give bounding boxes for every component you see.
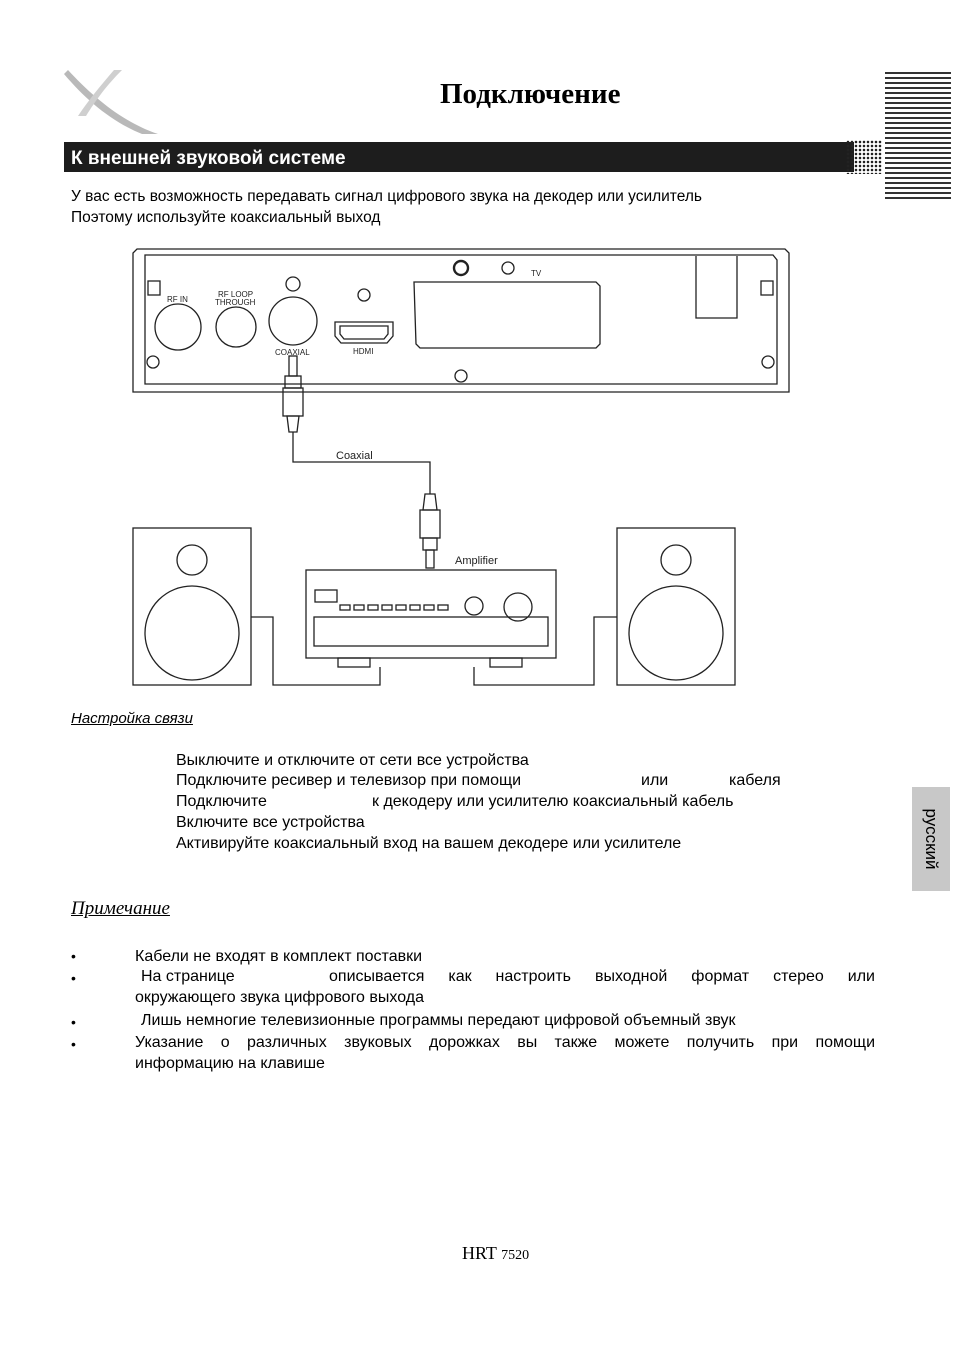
speaker-wire-left	[251, 617, 380, 685]
rf-loop-label: RF LOOP	[218, 290, 254, 299]
coaxial-cable	[293, 432, 430, 494]
coaxial-cable-label: Coaxial	[336, 450, 373, 462]
footer-model-name: HRT	[462, 1243, 497, 1263]
bullet-icon: •	[71, 948, 76, 964]
intro-line: Поэтому используйте коаксиальный выход	[71, 209, 381, 226]
step-3: Подключите	[176, 793, 267, 810]
note-item-2-rest: описывается как настроить выходной формат стерео или	[329, 968, 875, 985]
note-item-2-start: На странице	[141, 968, 235, 985]
bullet-icon: •	[71, 1014, 76, 1030]
language-tab	[912, 787, 950, 891]
note-heading: Примечание	[71, 898, 170, 919]
bullet-icon: •	[71, 970, 76, 986]
footer-model-number: 7520	[501, 1248, 530, 1263]
footer-model	[462, 1243, 529, 1264]
step-2-cable: кабеля	[729, 772, 781, 789]
left-speaker	[133, 528, 251, 685]
amplifier-label: Amplifier	[455, 555, 498, 567]
page-title: Подключение	[440, 78, 621, 110]
coaxial-plug-top	[283, 356, 303, 432]
section-title: К внешней звуковой системе	[71, 148, 346, 169]
step-3-rest: к декодеру или усилителю коаксиальный кабель	[372, 793, 734, 810]
speaker-wire-right	[474, 617, 617, 685]
rf-in-label: RF IN	[167, 295, 188, 304]
step-5: Активируйте коаксиальный вход на вашем декодере или усилителе	[176, 835, 682, 852]
receiver-back-panel	[133, 249, 789, 392]
language-tab-label: русский	[922, 808, 941, 870]
coaxial-plug-bottom	[420, 494, 440, 568]
note-item-3: Лишь немногие телевизионные программы передают цифровой объемный звук	[141, 1012, 736, 1029]
bullet-icon: •	[71, 1036, 76, 1052]
step-1: Выключите и отключите от сети все устройства	[176, 752, 529, 769]
note-item-2-line2: окружающего звука цифрового выхода	[135, 989, 424, 1006]
tv-label: TV	[531, 269, 542, 278]
step-2: Подключите ресивер и телевизор при помощи	[176, 772, 522, 789]
step-4: Включите все устройства	[176, 814, 365, 831]
coaxial-port-label: COAXIAL	[275, 348, 310, 357]
right-speaker	[617, 528, 735, 685]
amplifier	[306, 570, 556, 667]
rf-loop-label-2: THROUGH	[215, 298, 256, 307]
note-item-4: Указание о различных звуковых дорожках вы также можете получить при помощи	[135, 1034, 875, 1051]
note-item-1: Кабели не входят в комплект поставки	[135, 948, 423, 965]
step-2-or: или	[641, 772, 669, 789]
hdmi-label: HDMI	[353, 347, 374, 356]
note-item-4-line2: информацию на клавише	[135, 1055, 325, 1072]
intro-line: У вас есть возможность передавать сигнал цифрового звука на декодер или усилитель	[71, 188, 702, 205]
setup-heading: Настройка связи	[71, 710, 193, 727]
